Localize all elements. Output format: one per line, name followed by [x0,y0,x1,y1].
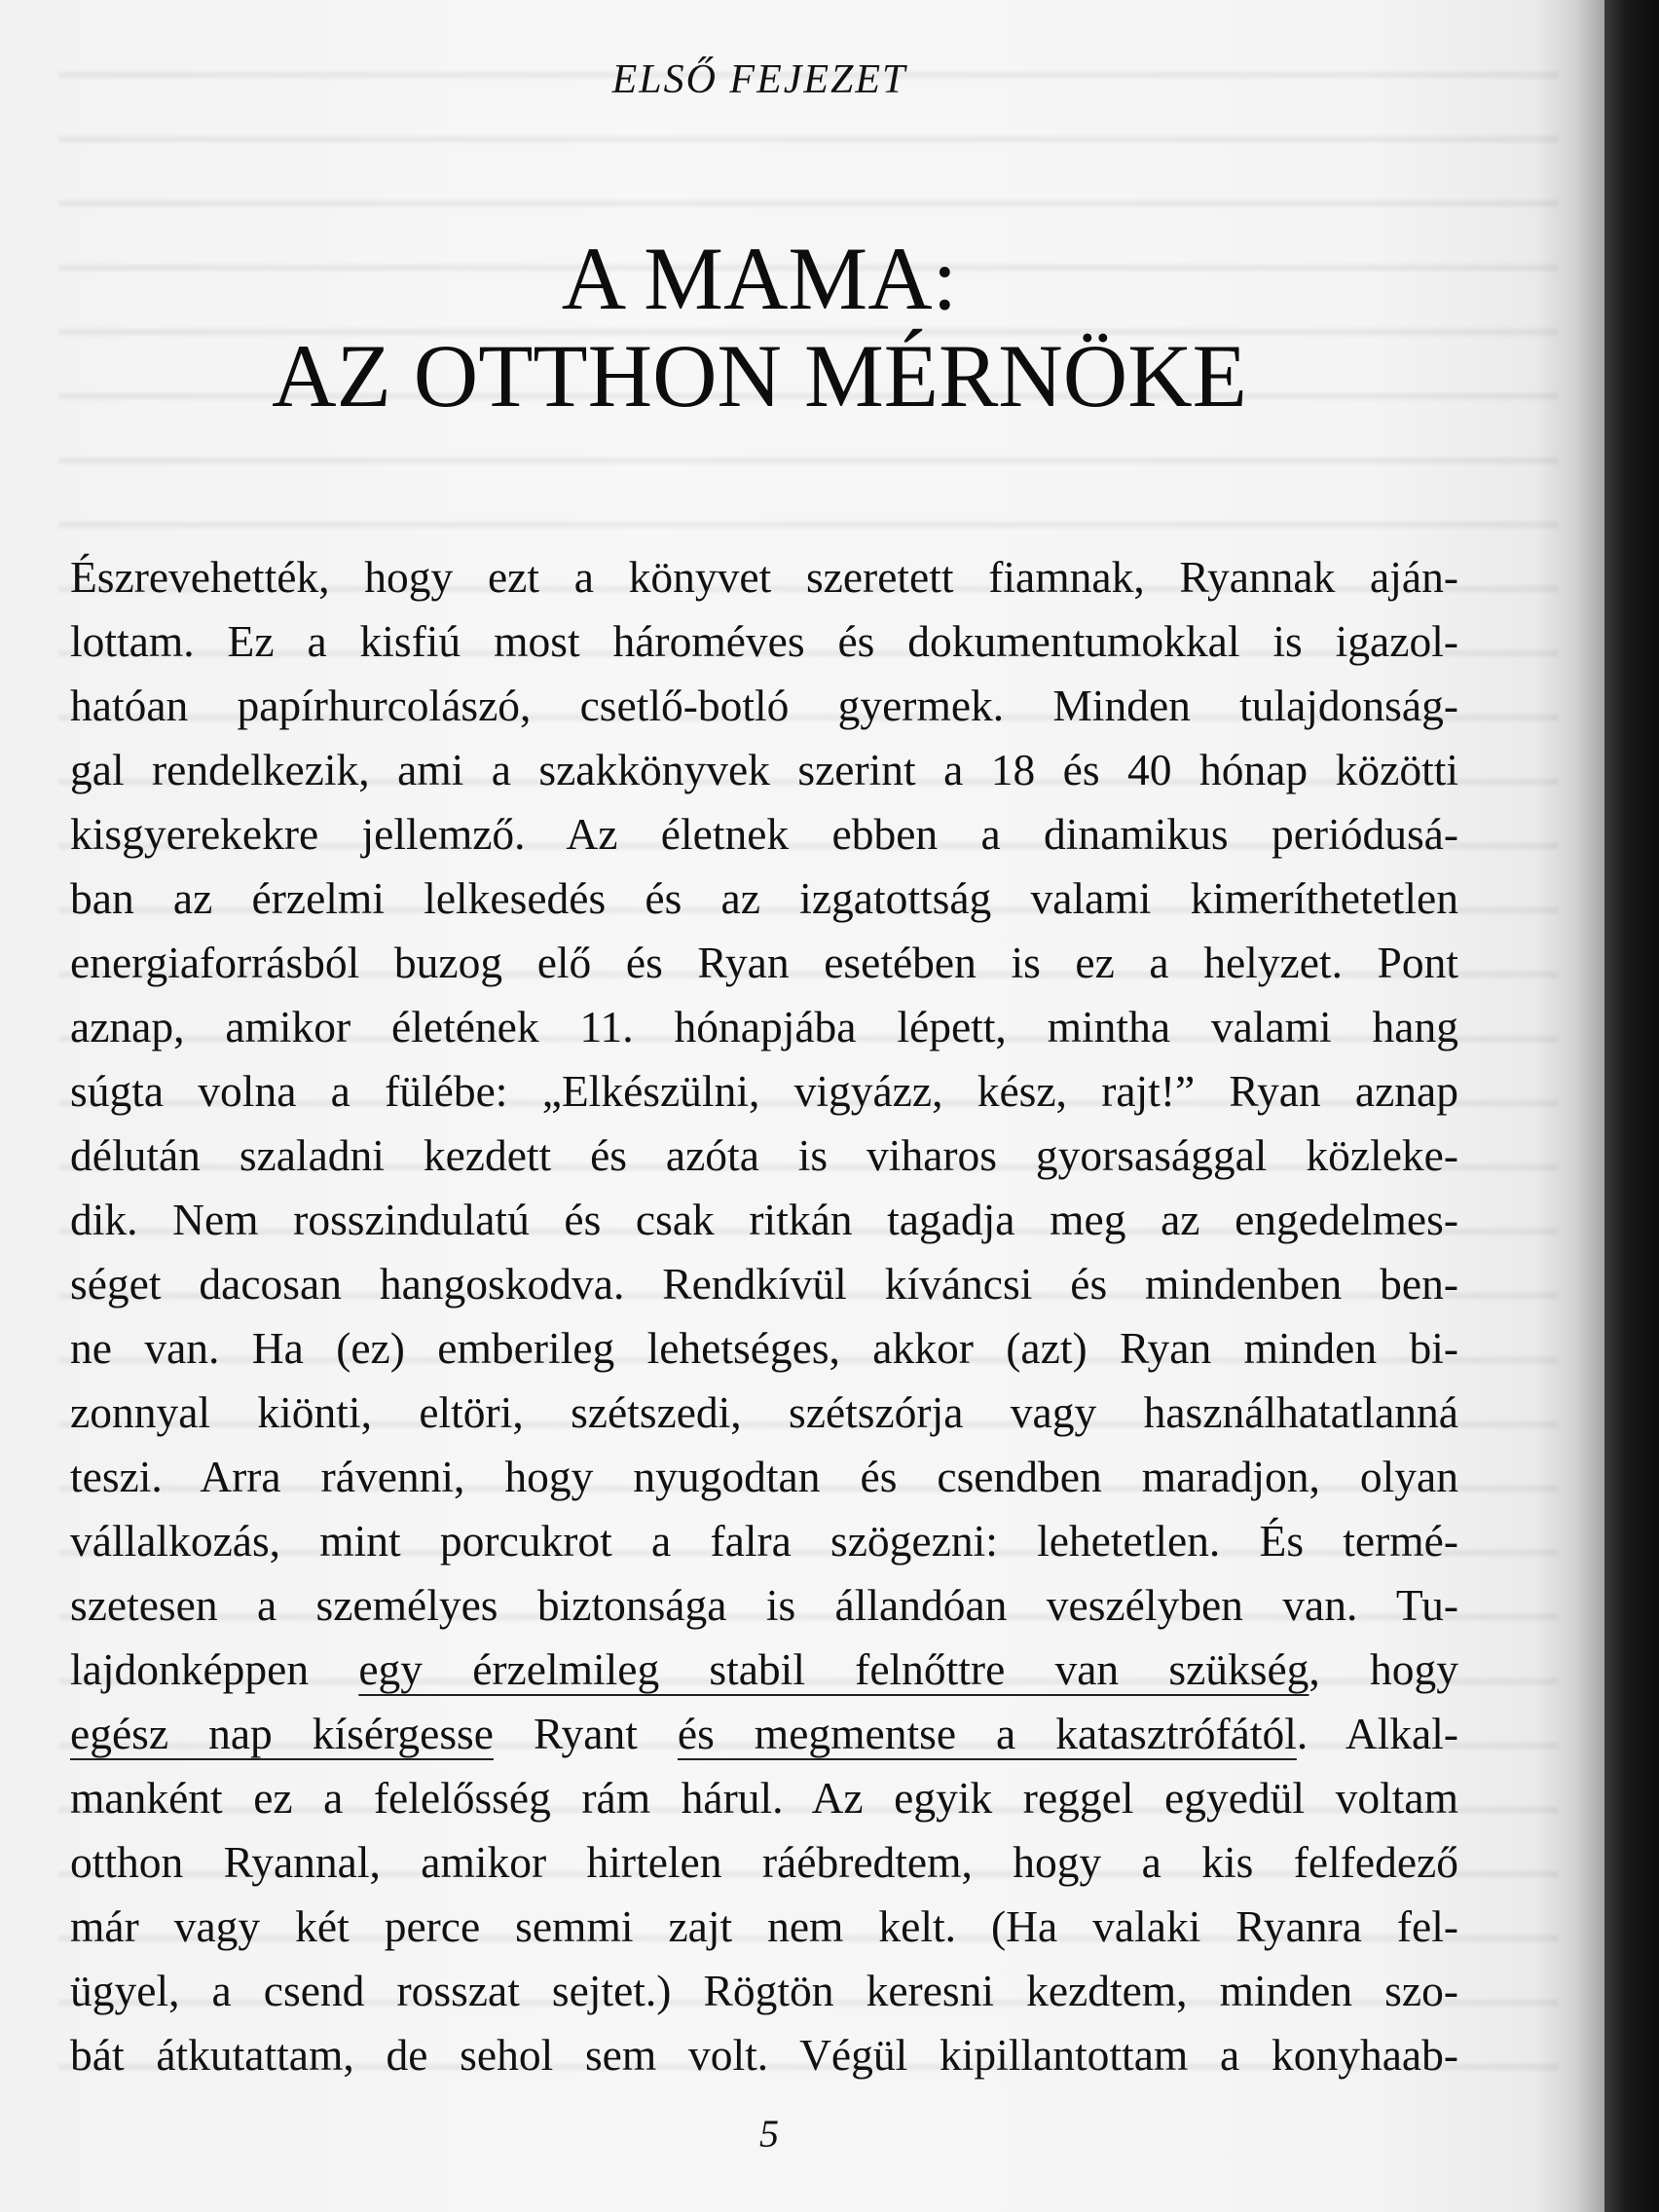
chapter-title-line-2: AZ OTTHON MÉRNÖKE [272,326,1247,425]
text-line: kisgyerekekre jellemző. Az életnek ebben a dinamikus periódusá- [70,809,1458,859]
text-line: aznap, amikor életének 11. hónapjába lépett, mintha valami hang [70,1002,1458,1051]
text-line: lottam. Ez a kisfiú most hároméves és dokumentumokkal is igazol- [70,616,1458,666]
text-line: vállalkozás, mint porcukrot a falra szögezni: lehetetlen. És termé- [70,1516,1458,1566]
line-suffix: . Alkal- [1296,1709,1458,1758]
underlined-phrase: egész nap kísérgesse [70,1709,494,1758]
text-line: Észrevehették, hogy ezt a könyvet szeretett fiamnak, Ryannak aján- [70,552,1458,602]
text-line: már vagy két perce semmi zajt nem kelt. (Ha valaki Ryanra fel- [70,1901,1458,1951]
line-suffix: , hogy [1309,1644,1458,1694]
spine-shadow [1536,0,1604,2212]
text-line: szetesen a személyes biztonsága is állandóan veszélyben van. Tu- [70,1580,1458,1630]
background-edge [1604,0,1659,2212]
page-number: 5 [759,2112,779,2156]
line-prefix: lajdonképpen [70,1644,359,1694]
text-line: délután szaladni kezdett és azóta is viharos gyorsasággal közleke- [70,1130,1458,1180]
text-line: hatóan papírhurcolászó, csetlő-botló gyermek. Minden tulajdonság- [70,681,1458,730]
line-middle: Ryant [493,1709,678,1758]
text-line: teszi. Arra rávenni, hogy nyugodtan és csendben maradjon, olyan [70,1452,1458,1501]
text-line: gal rendelkezik, ami a szakkönyvek szerint a 18 és 40 hónap közötti [70,745,1458,794]
text-line: dik. Nem rosszindulatú és csak ritkán tagadja meg az engedelmes- [70,1195,1458,1244]
text-line: bát átkutattam, de sehol sem volt. Végül kipillantottam a konyhaab- [70,2030,1458,2080]
text-line: séget dacosan hangoskodva. Rendkívül kíváncsi és mindenben ben- [70,1259,1458,1309]
text-line-underlined [70,1702,1458,1766]
text-line: ban az érzelmi lelkesedés és az izgatottság valami kimeríthetetlen [70,873,1458,923]
underlined-phrase: egy érzelmileg stabil felnőttre van szükség [358,1644,1309,1694]
text-line-underlined [70,1638,1458,1702]
text-line: súgta volna a fülébe: „Elkészülni, vigyázz, kész, rajt!” Ryan aznap [70,1066,1458,1116]
text-line: manként ez a felelősség rám hárul. Az egyik reggel egyedül voltam [70,1773,1458,1823]
text-line: zonnyal kiönti, eltöri, szétszedi, szétszórja vagy használhatatlanná [70,1387,1458,1437]
text-line: energiaforrásból buzog elő és Ryan esetében is ez a helyzet. Pont [70,938,1458,987]
text-line: otthon Ryannal, amikor hirtelen ráébredtem, hogy a kis felfedező [70,1837,1458,1887]
underlined-phrase: és megmentse a katasztrófától [677,1709,1297,1758]
chapter-label: ELSŐ FEJEZET [611,57,907,102]
chapter-title-line-1: A MAMA: [561,229,958,328]
text-line: ügyel, a csend rosszat sejtet.) Rögtön keresni kezdtem, minden szo- [70,1966,1458,2015]
body-text [70,545,1458,2087]
text-line: ne van. Ha (ez) emberileg lehetséges, akkor (azt) Ryan minden bi- [70,1323,1458,1373]
